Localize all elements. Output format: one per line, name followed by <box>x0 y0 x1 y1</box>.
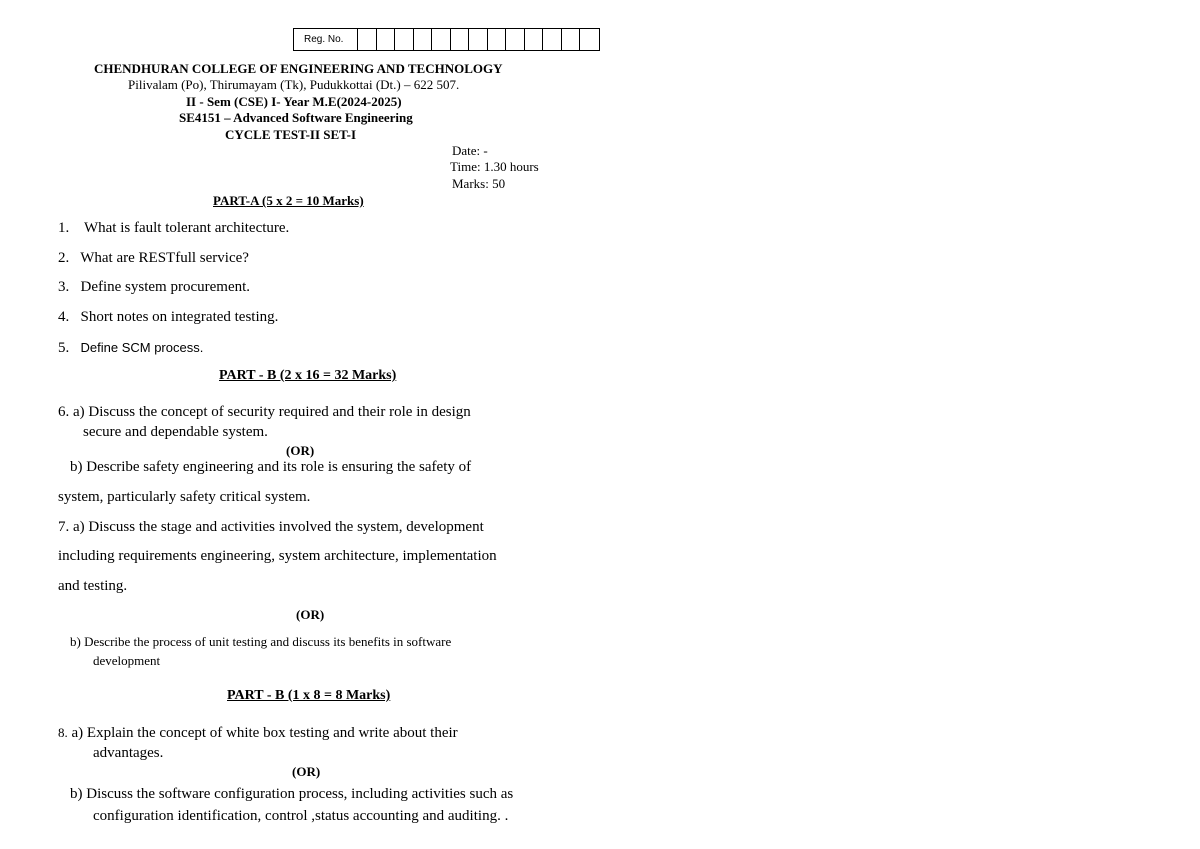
part-a-title: PART-A (5 x 2 = 10 Marks) <box>213 193 364 208</box>
college-name: CHENDHURAN COLLEGE OF ENGINEERING AND TECHNOLOGY <box>94 61 503 76</box>
question-text: Define SCM process. <box>80 340 204 355</box>
question-text: a) Explain the concept of white box testing and write about their <box>71 725 458 741</box>
question-6a-line-1: 6. a) Discuss the concept of security required and their role in design <box>58 404 471 420</box>
reg-no-box <box>293 28 600 51</box>
reg-no-cell <box>451 29 470 50</box>
question-7b-line-2: development <box>93 653 161 668</box>
question-6a-line-2: secure and dependable system. <box>83 424 268 440</box>
question-7a-line-3: and testing. <box>58 578 128 594</box>
question-6b-line-1: b) Describe safety engineering and its role is ensuring the safety of <box>70 459 472 475</box>
reg-no-label: Reg. No. <box>294 29 358 50</box>
question-7b-line-1: b) Describe the process of unit testing and discuss its benefits in software <box>70 634 452 649</box>
reg-no-cell <box>506 29 525 50</box>
question-number: 5. <box>58 340 70 356</box>
question-8b-line-1: b) Discuss the software configuration process, including activities such as <box>70 786 514 802</box>
reg-no-cell <box>469 29 488 50</box>
reg-no-cell <box>432 29 451 50</box>
or-separator: (OR) <box>292 764 321 779</box>
question-4 <box>58 309 278 326</box>
question-6b-line-2: system, particularly safety critical system. <box>58 489 311 505</box>
part-b2-title: PART - B (1 x 8 = 8 Marks) <box>227 688 391 703</box>
reg-no-cell <box>488 29 507 50</box>
question-text: What are RESTfull service? <box>80 250 249 266</box>
reg-no-cell <box>377 29 396 50</box>
question-text: What is fault tolerant architecture. <box>83 220 290 236</box>
question-number: 3. <box>58 279 70 295</box>
question-text: Short notes on integrated testing. <box>80 309 279 325</box>
exam-marks: Marks: 50 <box>452 176 506 191</box>
question-7a-line-1: 7. a) Discuss the stage and activities involved the system, development <box>58 519 484 535</box>
or-separator: (OR) <box>286 443 315 458</box>
question-8a-line-2: advantages. <box>93 745 164 761</box>
question-1 <box>58 220 289 237</box>
reg-no-cell <box>543 29 562 50</box>
question-8a-line-1 <box>58 725 458 742</box>
question-2 <box>58 250 249 267</box>
reg-no-cell <box>395 29 414 50</box>
semester-line: II - Sem (CSE) I- Year M.E(2024-2025) <box>186 94 402 109</box>
reg-no-cell <box>525 29 544 50</box>
question-number: 2. <box>58 250 70 266</box>
reg-no-cell <box>580 29 599 50</box>
reg-no-cell <box>414 29 433 50</box>
question-3 <box>58 279 250 296</box>
reg-no-cell <box>358 29 377 50</box>
question-7a-line-2: including requirements engineering, system architecture, implementation <box>58 548 497 564</box>
reg-no-cell <box>562 29 581 50</box>
college-address: Pilivalam (Po), Thirumayam (Tk), Pudukkottai (Dt.) – 622 507. <box>128 77 460 92</box>
question-number: 4. <box>58 309 70 325</box>
exam-date: Date: - <box>452 143 488 158</box>
question-8b-line-2: configuration identification, control ,status accounting and auditing. . <box>93 808 509 824</box>
question-text: Define system procurement. <box>80 279 251 295</box>
or-separator: (OR) <box>296 607 325 622</box>
test-title: CYCLE TEST-II SET-I <box>225 127 357 142</box>
part-b1-title: PART - B (2 x 16 = 32 Marks) <box>219 368 397 383</box>
question-number: 1. <box>58 220 70 236</box>
course-title: SE4151 – Advanced Software Engineering <box>179 110 413 125</box>
question-5 <box>58 340 203 357</box>
exam-time: Time: 1.30 hours <box>450 159 539 174</box>
question-number: 8. <box>58 725 68 740</box>
